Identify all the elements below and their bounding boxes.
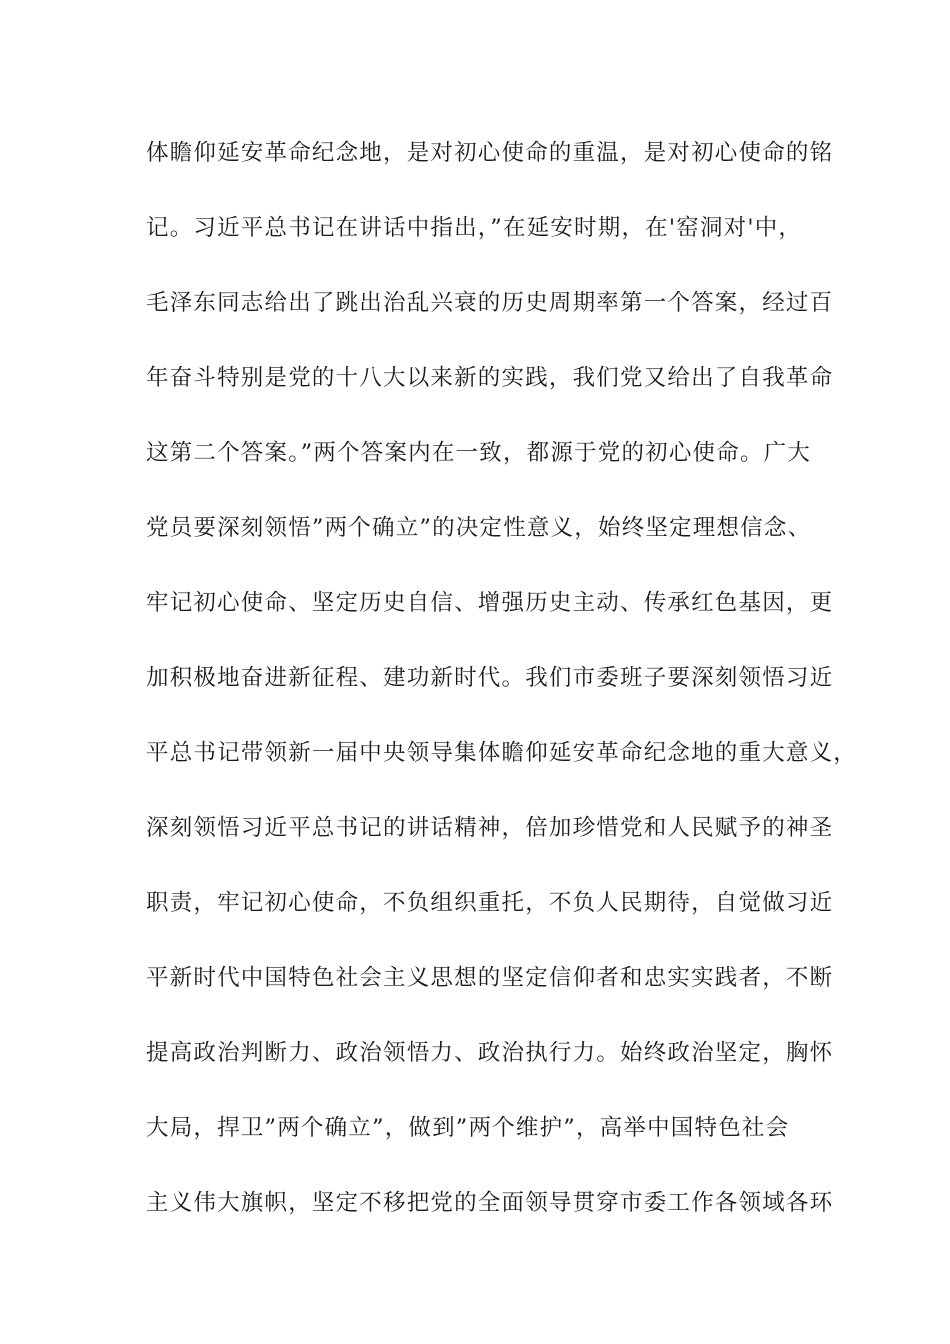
text-line: 记。习近平总书记在讲话中指出，”在延安时期，在'窑洞对'中， (146, 215, 803, 241)
text-line: 毛泽东同志给出了跳出治乱兴衰的历史周期率第一个答案，经过百 (146, 290, 834, 316)
text-line: 职责，牢记初心使命，不负组织重托，不负人民期待，自觉做习近 (146, 890, 834, 916)
text-line: 平总书记带领新一届中央领导集体瞻仰延安革命纪念地的重大意义， (146, 740, 858, 766)
text-line: 提高政治判断力、政治领悟力、政治执行力。始终政治坚定，胸怀 (146, 1040, 834, 1066)
text-line: 加积极地奋进新征程、建功新时代。我们市委班子要深刻领悟习近 (146, 665, 834, 691)
text-line: 平新时代中国特色社会主义思想的坚定信仰者和忠实实践者，不断 (146, 965, 834, 991)
text-line: 主义伟大旗帜，坚定不移把党的全面领导贯穿市委工作各领域各环 (146, 1190, 834, 1216)
text-line: 深刻领悟习近平总书记的讲话精神，倍加珍惜党和人民赋予的神圣 (146, 815, 834, 841)
text-line: 这第二个答案。”两个答案内在一致，都源于党的初心使命。广大 (146, 440, 812, 466)
body-text (146, 130, 858, 1255)
text-line: 牢记初心使命、坚定历史自信、增强历史主动、传承红色基因，更 (146, 590, 834, 616)
text-line: 体瞻仰延安革命纪念地，是对初心使命的重温，是对初心使命的铭 (146, 140, 834, 166)
text-line: 大局，捍卫”两个确立”，做到”两个维护”，高举中国特色社会 (146, 1115, 790, 1141)
text-line: 年奋斗特别是党的十八大以来新的实践，我们党又给出了自我革命 (146, 365, 834, 391)
text-line: 党员要深刻领悟”两个确立”的决定性意义，始终坚定理想信念、 (146, 515, 812, 541)
